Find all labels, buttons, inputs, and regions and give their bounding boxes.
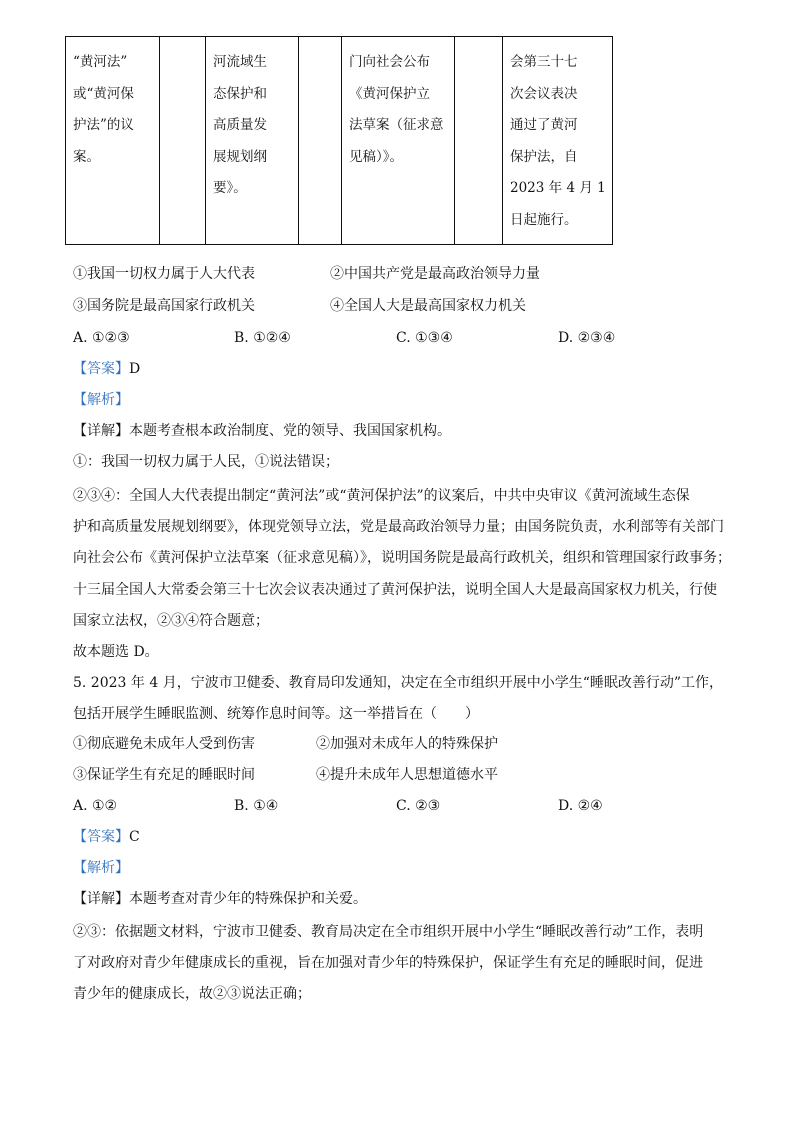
q4-paragraph-2-line: ②③④：全国人大代表提出制定“黄河法”或“黄河保护法”的议案后，中共中央审议《黄河流域生态保 (73, 488, 690, 504)
q4-paragraph-2-line: 向社会公布《黄河保护立法草案（征求意见稿）》，说明国务院是最高行政机关，组织和管理国家行政事务； (73, 550, 731, 566)
process-table (65, 36, 613, 245)
table-row (66, 37, 613, 245)
q4-paragraph-2-line: 十三届全国人大常委会第三十七次会议表决通过了黄河保护法，说明全国人大是最高国家权力机关，行使 (73, 582, 717, 598)
q5-stem-line: 包括开展学生睡眠监测、统筹作息时间等。这一举措旨在（ ） (73, 706, 479, 722)
table-cell-vote: 会第三十七 次会议表决 通过了黄河 保护法，自 2023 年 4 月 1 日起施行。 (503, 37, 613, 245)
q4-paragraph-1: ①：我国一切权力属于人民，①说法错误； (73, 454, 339, 470)
q5-option-a: A. ①② (73, 798, 118, 814)
q4-statement-3: ③国务院是最高国家行政机关 (73, 298, 255, 314)
q5-analysis-label: 【解析】 (73, 860, 129, 876)
q4-option-b: B. ①②④ (234, 330, 291, 346)
q5-option-c: C. ②③ (396, 798, 441, 814)
q4-statement-2: ②中国共产党是最高政治领导力量 (330, 266, 540, 282)
detail-text: 本题考查对青少年的特殊保护和关爱。 (129, 891, 367, 907)
table-cell-draft: 门向社会公布 《黄河保护立 法草案（征求意 见稿）》。 (342, 37, 455, 245)
q4-option-c: C. ①③④ (396, 330, 453, 346)
q5-paragraph-line: ②③：依据题文材料，宁波市卫健委、教育局决定在全市组织开展中小学生“睡眠改善行动”工作，表明 (73, 924, 704, 940)
detail-text: 本题考查根本政治制度、党的领导、我国国家机构。 (129, 423, 451, 439)
detail-label: 【详解】 (73, 423, 129, 439)
q5-statement-3: ③保证学生有充足的睡眠时间 (73, 767, 255, 783)
q5-paragraph-line: 了对政府对青少年健康成长的重视，旨在加强对青少年的特殊保护，保证学生有充足的睡眠时间，促进 (73, 955, 703, 971)
table-cell-empty (160, 37, 206, 245)
q4-detail (73, 421, 451, 441)
q4-analysis-label: 【解析】 (73, 392, 129, 408)
answer-label: 【答案】 (73, 829, 129, 845)
q4-option-d: D. ②③④ (558, 330, 616, 346)
q5-statement-2: ②加强对未成年人的特殊保护 (316, 736, 498, 752)
table-cell-empty (455, 37, 503, 245)
q5-paragraph-line: 青少年的健康成长，故②③说法正确； (73, 986, 311, 1002)
answer-value: D (129, 361, 141, 377)
detail-label: 【详解】 (73, 891, 129, 907)
q4-statement-1: ①我国一切权力属于人大代表 (73, 266, 255, 282)
q5-answer (73, 827, 140, 847)
table-cell-proposal: “黄河法” 或“黄河保 护法”的议 案。 (66, 37, 160, 245)
q4-paragraph-2-line: 护和高质量发展规划纲要》，体现党领导立法，党是最高政治领导力量；由国务院负责，水利部等有关部门 (73, 519, 724, 535)
q4-paragraph-2-line: 国家立法权，②③④符合题意； (73, 613, 269, 629)
q4-statement-4: ④全国人大是最高国家权力机关 (330, 298, 526, 314)
table-cell-empty (299, 37, 342, 245)
q5-option-b: B. ①④ (234, 798, 279, 814)
q5-stem-line: 5. 2023 年 4 月，宁波市卫健委、教育局印发通知，决定在全市组织开展中小学生“睡眠改善行动”工作， (73, 675, 724, 691)
answer-value: C (129, 829, 140, 845)
q5-option-d: D. ②④ (558, 798, 603, 814)
q4-option-a: A. ①②③ (73, 330, 130, 346)
table-cell-plan: 河流域生 态保护和 高质量发 展规划纲 要》。 (206, 37, 299, 245)
q4-answer (73, 359, 140, 379)
q5-statement-4: ④提升未成年人思想道德水平 (316, 767, 498, 783)
q5-statement-1: ①彻底避免未成年人受到伤害 (73, 736, 255, 752)
q5-detail (73, 889, 367, 909)
q4-conclusion: 故本题选 D。 (73, 644, 159, 660)
answer-label: 【答案】 (73, 361, 129, 377)
